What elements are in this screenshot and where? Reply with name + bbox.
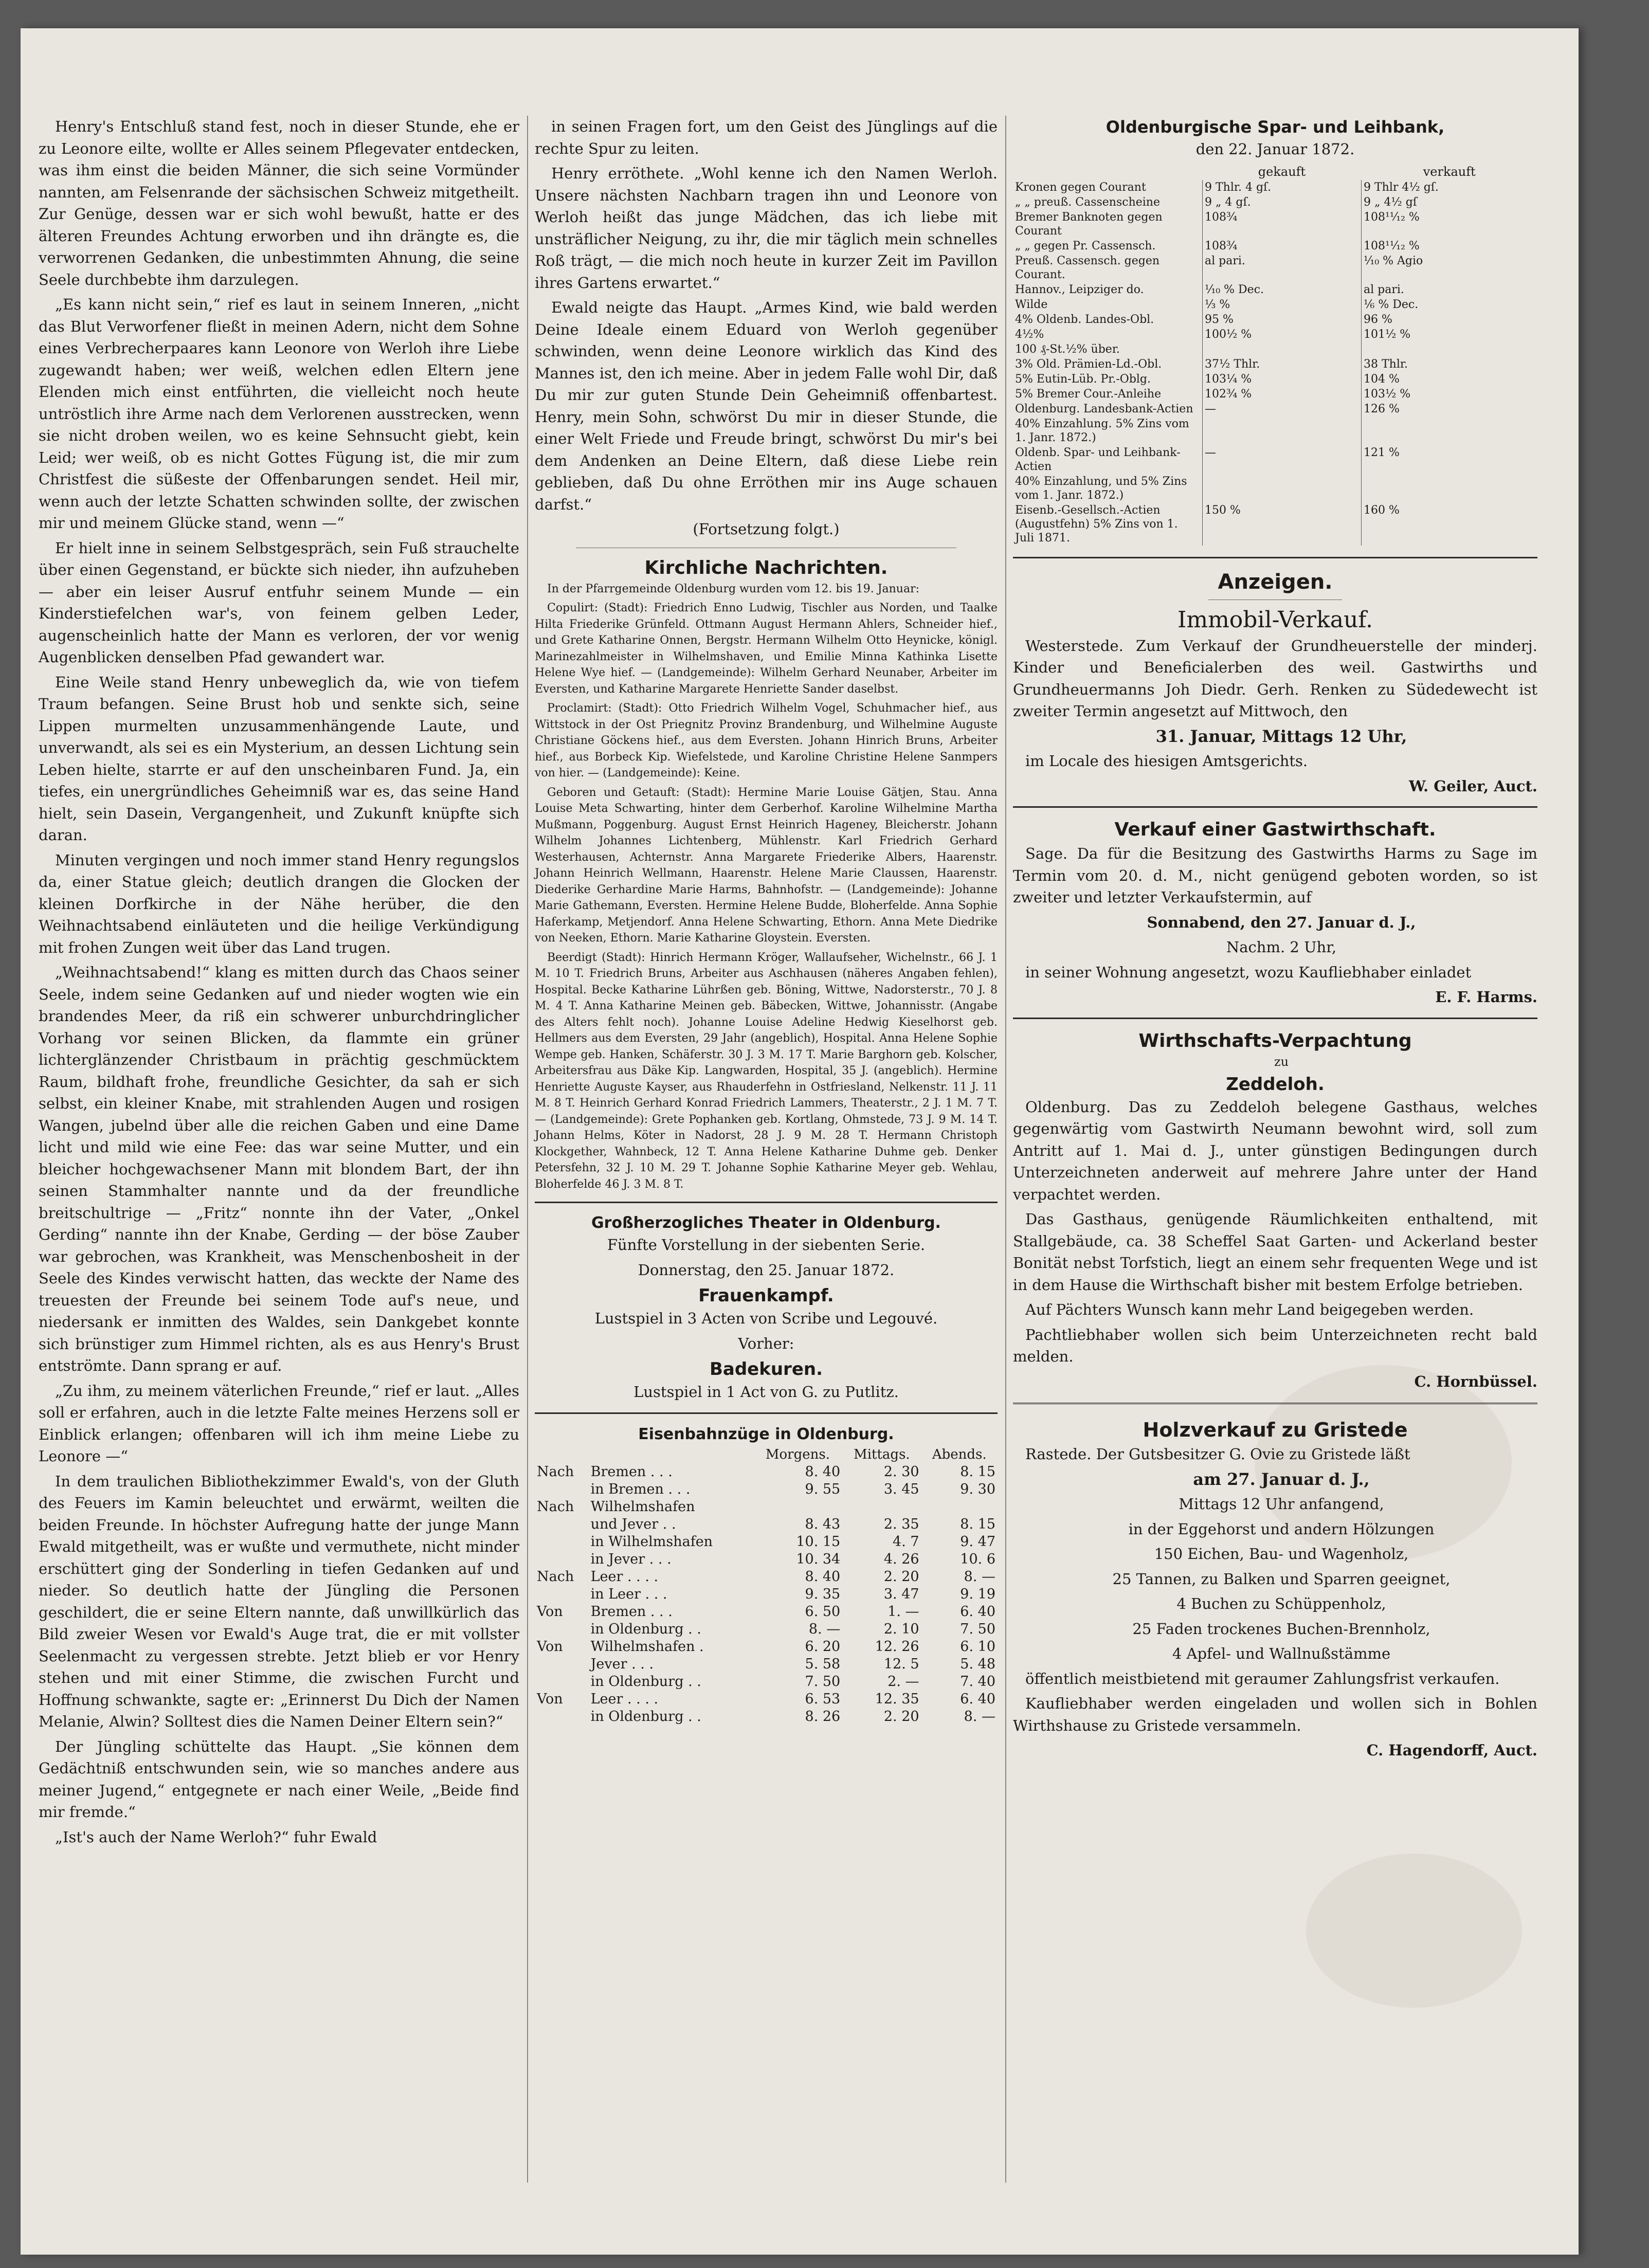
section-divider	[535, 1202, 998, 1203]
rates-body	[1013, 180, 1537, 546]
rates-row	[1013, 282, 1537, 297]
rates-row-cell: 103½ %	[1364, 387, 1411, 401]
rates-row-cell: 121 %	[1364, 446, 1400, 459]
timetable-row-cell: Wilhelmshafen .	[590, 1638, 704, 1655]
rates-row-cell: „ „ gegen Pr. Cassensch.	[1013, 239, 1203, 253]
rates-header: verkauft	[1423, 164, 1476, 179]
timetable-row-cell: 2. 30	[883, 1463, 919, 1480]
timetable-row-cell: 5. 58	[805, 1656, 841, 1672]
railway-title: Eisenbahnzüge in Oldenburg.	[638, 1425, 894, 1443]
ad-title: Holzverkauf zu Gristede	[1143, 1419, 1408, 1441]
rates-row	[1013, 327, 1537, 342]
ad-zu: zu	[1274, 1054, 1289, 1069]
theater-play-title: Frauenkampf.	[698, 1285, 834, 1306]
rates-row-cell: Kronen gegen Courant	[1013, 180, 1203, 195]
timetable-row-cell: 2. —	[887, 1673, 919, 1690]
timetable-row-cell: in Oldenburg . .	[590, 1673, 701, 1690]
timetable-row-cell: Leer . . . .	[590, 1691, 659, 1707]
section-divider	[1013, 806, 1537, 808]
railway-timetable	[535, 1446, 998, 1726]
rates-row-cell: —	[1203, 402, 1362, 416]
rates-row	[1013, 342, 1537, 357]
rates-row-cell: 101½ %	[1364, 328, 1411, 341]
story-paragraph: Minuten vergingen und noch immer stand Henry regungslos da, einer Statue gleich; deutlich drangen die Glocken der kleinen Dorfkirche in der Nähe herüber, die den Weihnachtsabend einläuteten und die heilige Verkündigung mit frohen Zungen weit über das Land trugen.	[39, 851, 519, 956]
ad-signature: C. Hagendorff, Auct.	[1366, 1741, 1537, 1759]
story-paragraph: Eine Weile stand Henry unbeweglich da, wie von tiefem Traum befangen. Seine Brust hob und senkte sich, seine Lippen murmelten unzusammenhängende Laute, und unverwandt, als sei es ein Mysterium, an dessen Lichtung sein Leben hielte, starrte er auf den unscheinbaren Fund. Ja, ein tiefes, ein unergründliches Geheimniß war es, das seine Hand hielt, sein Dasein, Vergangenheit, und Zukunft knüpfte sich daran.	[39, 673, 519, 844]
rates-row-cell: 102¾ %	[1203, 387, 1362, 402]
ad-body: Kaufliebhaber werden eingeladen und wollen sich in Bohlen Wirthshause zu Gristede versammeln.	[1013, 1695, 1537, 1734]
rates-row-cell: Hannov., Leipziger do.	[1013, 282, 1203, 297]
timetable-row-cell: 12. 5	[883, 1656, 919, 1672]
section-divider	[535, 1412, 998, 1414]
column-rule	[1005, 116, 1006, 2183]
timetable-row-cell: 10. 15	[796, 1533, 841, 1550]
theater-line: Fünfte Vorstellung in der siebenten Serie.	[607, 1236, 926, 1254]
continued-note: (Fortsetzung folgt.)	[693, 520, 840, 538]
church-news-title: Kirchliche Nachrichten.	[644, 557, 888, 578]
ad-date: 31. Januar, Mittags 12 Uhr,	[1155, 726, 1407, 746]
timetable-row-cell: Bremen . . .	[590, 1603, 673, 1620]
story-paragraph: „Ist's auch der Name Werloh?“ fuhr Ewald	[55, 1828, 377, 1846]
theater-title: Großherzogliches Theater in Oldenburg.	[591, 1214, 941, 1232]
story-paragraph: Der Jüngling schüttelte das Haupt. „Sie können dem Gedächtniß entschwunden sein, wie so manches andere aus meiner Jugend,“ entgegnete er nach einer Weile, „Beide find mir fremde.“	[39, 1737, 519, 1821]
timetable-row-cell	[535, 1516, 589, 1533]
rates-row-cell	[1362, 416, 1538, 445]
timetable-row-cell: in Bremen . . .	[590, 1481, 691, 1497]
church-paragraph: In der Pfarrgemeinde Oldenburg wurden vom 12. bis 19. Januar:	[547, 582, 920, 595]
timetable-row-cell: 10. 6	[960, 1551, 995, 1567]
ad-line: 25 Tannen, zu Balken und Sparren geeignet,	[1112, 1570, 1451, 1588]
rates-row-cell: 37½ Thlr.	[1203, 357, 1362, 372]
timetable-row-cell: 6. 20	[805, 1638, 841, 1655]
timetable-row	[535, 1533, 998, 1551]
rates-row-cell: ⅓ %	[1203, 297, 1362, 312]
section-divider	[1013, 557, 1537, 558]
rates-row-cell: 4½%	[1013, 327, 1203, 342]
timetable-row-cell: in Oldenburg . .	[590, 1708, 701, 1725]
timetable-row-cell	[535, 1586, 589, 1603]
timetable-row-cell: 3. 47	[883, 1586, 919, 1602]
timetable-row-cell: 7. 40	[960, 1673, 995, 1690]
paper-stain	[1306, 1854, 1522, 2008]
rates-row-cell: al pari.	[1203, 253, 1362, 282]
timetable-row-cell: 9. 47	[960, 1533, 995, 1550]
rates-row	[1013, 474, 1537, 503]
theater-date: Donnerstag, den 25. Januar 1872.	[638, 1261, 895, 1279]
rates-header: gekauft	[1258, 164, 1306, 179]
rates-row-cell: „ „ preuß. Cassenscheine	[1013, 195, 1203, 210]
rates-row-cell: 108¹¹⁄₁₂ %	[1364, 239, 1420, 252]
rates-row-cell: ⅙ % Dec.	[1364, 298, 1419, 311]
timetable-row-cell: 1. —	[887, 1603, 919, 1620]
ad-line: in der Eggehorst und andern Hölzungen	[1128, 1520, 1435, 1538]
theater-play-title: Badekuren.	[709, 1359, 823, 1380]
story-paragraph: Henry erröthete. „Wohl kenne ich den Namen Werloh. Unsere nächsten Nachbarn tragen ihn und Leonore von Werloh heißt das junge Mädchen, das ich liebe mit unsträflicher Neigung, zu ihr, die mir täglich mein schnelles Roß trägt, — die mich noch heute in kurzer Zeit im Pavillon ihres Gartens erwartet.“	[535, 165, 998, 292]
theater-play-info: Lustspiel in 3 Acten von Scribe und Legouvé.	[594, 1310, 938, 1327]
rates-row-cell	[1203, 342, 1362, 357]
timetable-row-cell: 6. 10	[960, 1638, 995, 1655]
timetable-row	[535, 1481, 998, 1498]
timetable-row-cell	[535, 1533, 589, 1551]
rates-row	[1013, 402, 1537, 416]
ad-body: Rastede. Der Gutsbesitzer G. Ovie zu Gristede läßt	[1025, 1445, 1410, 1463]
section-divider	[1013, 1403, 1537, 1406]
timetable-row-cell: 3. 45	[883, 1481, 919, 1497]
timetable-row-cell: 9. 35	[805, 1586, 841, 1602]
timetable-row	[535, 1516, 998, 1533]
timetable-row-cell: 12. 26	[875, 1638, 919, 1655]
timetable-header: Morgens.	[765, 1446, 830, 1462]
ad-body: Pachtliebhaber wollen sich beim Unterzeichneten recht bald melden.	[1013, 1326, 1537, 1365]
section-divider	[1013, 1018, 1537, 1019]
rates-row-cell: al pari.	[1364, 283, 1404, 296]
timetable-row-cell: 2. 35	[883, 1516, 919, 1532]
timetable-row-cell	[753, 1498, 843, 1516]
rates-row-cell: 5% Bremer Cour.-Anleihe	[1013, 387, 1203, 402]
ad-signature: E. F. Harms.	[1435, 988, 1537, 1006]
timetable-row	[535, 1568, 998, 1586]
ad-title: Immobil-Verkauf.	[1177, 606, 1373, 633]
rates-row-cell: 95 %	[1203, 312, 1362, 327]
ad-place: im Locale des hiesigen Amtsgerichts.	[1025, 752, 1308, 770]
timetable-row	[535, 1586, 998, 1603]
timetable-row-cell: Von	[537, 1638, 563, 1655]
timetable-row-cell: 6. 53	[805, 1691, 841, 1707]
timetable-row-cell: 8. —	[964, 1708, 995, 1725]
column-rule	[527, 116, 528, 2183]
rates-row-cell: 5% Eutin-Lüb. Pr.-Oblg.	[1013, 372, 1203, 387]
timetable-row-cell: 8. 43	[805, 1516, 841, 1532]
rates-row-cell: 108¾	[1203, 210, 1362, 239]
story-paragraph: in seinen Fragen fort, um den Geist des Jünglings auf die rechte Spur zu leiten.	[535, 118, 998, 157]
timetable-row-cell: in Leer . . .	[590, 1586, 667, 1602]
rates-row-cell: 9 „ 4½ gſ	[1364, 195, 1417, 209]
timetable-row	[535, 1463, 998, 1481]
timetable-row-cell: 8. 40	[805, 1463, 841, 1480]
rates-row	[1013, 239, 1537, 253]
rates-row-cell	[1362, 342, 1538, 357]
timetable-row-cell: 8. 40	[805, 1568, 841, 1585]
timetable-row-cell: und Jever . .	[590, 1516, 676, 1532]
rates-row	[1013, 297, 1537, 312]
ad-holzverkauf	[1013, 1417, 1537, 1762]
rates-row	[1013, 180, 1537, 195]
timetable-row-cell: 9. 19	[960, 1586, 995, 1602]
rates-row-cell: Oldenb. Spar- und Leihbank-Actien	[1013, 445, 1203, 474]
timetable-row-cell: in Wilhelmshafen	[590, 1533, 713, 1550]
timetable-row-cell: 2. 20	[883, 1708, 919, 1725]
bank-date: den 22. Januar 1872.	[1195, 140, 1355, 158]
bank-title: Oldenburgische Spar- und Leihbank,	[1106, 117, 1445, 137]
rates-row-cell: ⅒ % Agio	[1364, 254, 1423, 267]
rates-row-cell: 108¾	[1203, 239, 1362, 253]
rates-row-cell: 9 „ 4 gſ.	[1203, 195, 1362, 210]
rates-row-cell: ⅒ % Dec.	[1203, 282, 1362, 297]
story-paragraph: „Weihnachtsabend!“ klang es mitten durch das Chaos seiner Seele, indem seine Gedanken auf und nieder wogten wie ein brandendes Meer, da riß ein schwerer unburchdringlicher Vorhang vor seinen Blicken, da flammte ein grüner lichterglänzender Christbaum in prächtig geschmücktem Raum, bildhaft frohe, freundliche Gesichter, da sah er sich selbst, ein kleiner Knabe, mit strahlenden Augen und rosigen Wangen, jubelnd über alle die reichen Gaben und eine Dame licht und mild wie eine Fee: das war seine Mutter, und ein bleicher hochgewachsener Mann mit blondem Bart, der ihn seinen Stammhalter nannte und da der freundliche breitschultrige — „Fritz“ nonnte ihn der Vater, „Onkel Gerding“ nannte ihn der Knabe, Gerding — der böse Zauber war gebrochen, was Krankheit, was Menschenbosheit in der Seele des Kindes verwischt hatten, das weckte der Name des treuesten der Freunde bei seinem Tode auf's neue, und niedersank er inmitten des Waldes, sein Dankgebet konnte sich brünstiger zum Himmel richten, als es aus Henry's Brust entströmte. Dann sprang er auf.	[39, 964, 519, 1374]
rates-row-cell	[1203, 416, 1362, 445]
rates-row-cell: 108¹¹⁄₁₂ %	[1364, 210, 1420, 224]
timetable-row	[535, 1656, 998, 1673]
timetable-row	[535, 1621, 998, 1638]
timetable-row	[535, 1603, 998, 1621]
timetable-header: Abends.	[932, 1446, 987, 1462]
timetable-row-cell: 6. 50	[805, 1603, 841, 1620]
rates-row	[1013, 503, 1537, 546]
newspaper-page	[21, 28, 1579, 2255]
theater-before: Vorher:	[738, 1334, 794, 1352]
timetable-row	[535, 1498, 998, 1516]
ad-signature: W. Geiler, Auct.	[1408, 777, 1537, 795]
rates-row-cell: 9 Thlr 4½ gſ.	[1364, 180, 1439, 194]
timetable-row-cell: Bremen . . .	[590, 1463, 673, 1480]
rates-row-cell: 40% Einzahlung, und 5% Zins vom 1. Janr. 1872.)	[1013, 474, 1203, 503]
timetable-row-cell: 2. 20	[883, 1568, 919, 1585]
rates-row-cell: 96 %	[1364, 313, 1392, 326]
timetable-row-cell	[842, 1498, 921, 1516]
story-paragraph: Henry's Entschluß stand fest, noch in dieser Stunde, ehe er zu Leonore eilte, wollte er Alles seinem Pflegevater entdecken, was ihm einst die beiden Männer, die sich seine Vormünder nannten, am Felsenrande der sächsischen Schweiz mitgetheilt. Zur Genüge, dessen war er sich wohl bewußt, hatte er des älteren Freundes Achtung erworben und ihn drängte es, die verworrenen Gedanken, die unbestimmten Ahnung, die seine Seele durchbebte ihm darzulegen.	[39, 118, 519, 288]
story-paragraph: „Zu ihm, zu meinem väterlichen Freunde,“ rief er laut. „Alles soll er erfahren, auch in die letzte Falte meines Herzens soll er Einblick erlangen; offenbaren will ich ihm meine Liebe zu Leonore —“	[39, 1382, 519, 1465]
ad-body: Westerstede. Zum Verkauf der Grundheuerstelle der minderj. Kinder und Beneficialerben des weil. Gastwirths und Grundheuermanns Joh Diedr. Gerh. Renken zu Südedewecht ist zweiter Termin angesetzt auf Mittwoch, den	[1013, 637, 1537, 720]
timetable-row-cell	[535, 1656, 589, 1673]
timetable-row-cell: 2. 10	[883, 1621, 919, 1637]
ad-line: 150 Eichen, Bau- und Wagenholz,	[1154, 1545, 1409, 1563]
rates-row-cell: Oldenburg. Landesbank-Actien	[1013, 402, 1203, 416]
rates-row	[1013, 195, 1537, 210]
rates-row-cell: 150 %	[1203, 503, 1362, 546]
rates-row-cell: 40% Einzahlung. 5% Zins vom 1. Janr. 1872.)	[1013, 416, 1203, 445]
story-paragraph: „Es kann nicht sein,“ rief es laut in seinem Inneren, „nicht das Blut Verworfener fließt in meinen Adern, nicht dem Sohne eines Verbrecherpaares kann Leonore von Werloh ihre Liebe zugewandt haben; wer weiß, welchen edlen Eltern jene Elenden mich einst entführten, die vielleicht noch heute untröstlich ihre Arme nach dem Verlorenen ausstrecken, wenn sie nicht droben weilen, wo es keine Sehnsucht giebt, kein Leid; wer weiß, ob es nicht Gottes Fügung ist, die mir zum Christfest die süßeste der Offenbarungen sendet. Heil mir, wenn auch der letzte Schatten schwinden sollte, der zwischen mir und meinem Glücke stand, wenn —“	[39, 296, 519, 532]
timetable-row-cell: 8. —	[964, 1568, 995, 1585]
ad-place: in seiner Wohnung angesetzt, wozu Kaufliebhaber einladet	[1025, 963, 1472, 981]
timetable-row	[535, 1691, 998, 1708]
church-paragraph: Proclamirt: (Stadt): Otto Friedrich Wilhelm Vogel, Schuhmacher hief., aus Wittstock in der Ost Priegnitz Provinz Brandenburg, und Wilhelmine Auguste Christiane Göckens hief., aus dem Eversten. Johann Hinrich Bruns, Arbeiter hief., aus Borbeck Kip. Wiefelstede, und Karoline Christine Helene Sanmpers von hier. — (Landgemeinde): Keine.	[535, 702, 998, 779]
story-column-2	[535, 116, 998, 1726]
timetable-row-cell	[535, 1708, 589, 1726]
timetable-row-cell: 12. 35	[875, 1691, 919, 1707]
ad-signature: C. Hornbüssel.	[1414, 1372, 1537, 1390]
exchange-rates-table	[1013, 164, 1537, 546]
ad-place-title: Zeddeloh.	[1226, 1074, 1325, 1095]
story-paragraph: In dem traulichen Bibliothekzimmer Ewald's, von der Gluth des Feuers im Kamin beleuchtet und erwärmt, weilten die beiden Freunde. In höchster Aufregung hatte der junge Mann Ewald mitgetheilt, was er wußte und vermuthete, nicht minder erschüttert ging der Sonderling in tiefen Gedanken auf und nieder. So deutlich hatte der Jüngling die Personen geschildert, die er seine Eltern nannte, daß unwillkürlich das Bild zweier Wesen vor Ewald's Auge trat, die er mit vollster Seelenmacht zu vergessen strebte. Jetzt blieb er vor Henry stehen und mit einer Stimme, die zwischen Furcht und Hoffnung schwankte, sagte er: „Erinnerst Du Dich der Namen Melanie, Alwin? Solltest dies die Namen Deiner Eltern sein?“	[39, 1472, 519, 1730]
rates-row	[1013, 312, 1537, 327]
ad-verpachtung	[1013, 1028, 1537, 1393]
timetable-header	[535, 1446, 589, 1463]
timetable-row-cell: 8. 26	[805, 1708, 841, 1725]
church-paragraph: Beerdigt (Stadt): Hinrich Hermann Kröger, Wallaufseher, Wichelnstr., 66 J. 1 M. 10 T. Friedrich Bruns, Arbeiter aus Aschhausen (näheres Angaben fehlen), Hospital. Becke Katharine Lührßen geb. Böning, Wittwe, Nadorsterstr., 70 J. 8 M. 4 T. Anna Katharine Meinen geb. Bäbecken, Wittwe, Johannisstr. (Angabe des Alters fehlt noch). Johanne Louise Adeline Hedwig Kieselhorst geb. Hellmers aus dem Eversten, 29 Jahr (angeblich), Hospital. Anna Helene Sophie Wempe geb. Hanken, Schäferstr. 30 J. 3 M. 17 T. Marie Barghorn geb. Kolscher, Arbeitersfrau aus Däke Kip. Langwarden, Hospital, 35 J. (angeblich). Hermine Henriette Auguste Kayser, aus Rhauderfehn in Ostfriesland, Nelkenstr. 11 J. 11 M. 8 T. Heinrich Gerhard Konrad Friedrich Lammers, Theaterstr., 2 J. 1 M. 7 T. — (Landgemeinde): Grete Pophanken geb. Kortlang, Ohmstede, 73 J. 9 M. 14 T. Johann Helms, Köter in Nadorst, 28 J. 9 M. 28 T. Hermann Christoph Klockgether, Wahnbeck, 12 T. Anna Helene Katharine Duhme geb. Denker Petersfehn, 32 J. 10 M. 29 T. Johanne Sophie Katharine Meyer geb. Wehlau, Bloherfelde 46 J. 3 M. 8 T.	[535, 951, 998, 1191]
rates-row-cell: 100½ %	[1203, 327, 1362, 342]
rates-row	[1013, 372, 1537, 387]
timetable-row-cell: Wilhelmshafen	[590, 1498, 695, 1515]
theater-play-info: Lustspiel in 1 Act von G. zu Putlitz.	[633, 1383, 899, 1401]
rates-row-cell: 9 Thlr. 4 gſ.	[1203, 180, 1362, 195]
timetable-row-cell: Leer . . . .	[590, 1568, 659, 1585]
story-paragraph: Ewald neigte das Haupt. „Armes Kind, wie bald werden Deine Ideale einem Eduard von Werloh gegenüber schwinden, wenn deine Leonore wirklich das Kind des Mannes ist, den ich meine. Aber in jedem Falle wohl Dir, daß Du mir zur guten Stunde Dein Geheimniß offenbartest. Henry, mein Sohn, schwörst Du mir in dieser Stunde, die einer Welt Friede und Freude bringt, schwörst Du mir's bei dem Andenken an Deine Eltern, daß diese Liebe rein geblieben, daß Du ohne Erröthen mir ins Auge schauen darfst.“	[535, 299, 998, 513]
timetable-row-cell: in Jever . . .	[590, 1551, 672, 1567]
story-column-1	[39, 116, 519, 1851]
timetable-row-cell: 8. —	[808, 1621, 841, 1637]
timetable-row-cell: Von	[537, 1603, 563, 1620]
church-paragraph: Geboren und Getauft: (Stadt): Hermine Marie Louise Gätjen, Stau. Anna Louise Meta Schwarting, hinter dem Gerberhof. Karoline Wilhelmine Martha Mußmann, Poggenburg. August Ernst Heinrich Hageney, Bleicherstr. Johann Wilhelm Johannes Lichtenberg, Mühlenstr. Karl Friedrich Gerhard Westerhausen, Achternstr. Anna Margarete Friederike Albers, Haarenstr. Johann Heinrich Wellmann, Haarenstr. Helene Marie Claussen, Haarenstr. Diederike Gerhardine Marie Harms, Bahnhofstr. — (Landgemeinde): Johanne Marie Gathemann, Eversten. Hermine Helene Budde, Bloherfelde. Anna Sophie Haferkamp, Metjendorf. Anna Helene Schwarting, Ethorn. Anna Mete Diedrike von Neeken, Ethorn. Marie Katharine Gloystein. Eversten.	[535, 786, 998, 945]
ad-body: Das Gasthaus, genügende Räumlichkeiten enthaltend, mit Stallgebäude, ca. 38 Scheffel Saat Garten- und Ackerland bester Bonität nebst Torfstich, liegt an einem sehr frequenten Wege und ist in dem Hause die Wirthschaft bisher mit bestem Erfolge betrieben.	[1013, 1210, 1537, 1294]
timetable-row-cell: 8. 15	[960, 1516, 995, 1532]
rates-row	[1013, 387, 1537, 402]
timetable-row-cell: 4. 26	[883, 1551, 919, 1567]
ad-body: Sage. Da für die Besitzung des Gastwirths Harms zu Sage im Termin vom 20. d. M., nicht genügend geboten worden, so ist zweiter und letzter Verkaufstermin, auf	[1013, 845, 1537, 906]
rates-row-cell: 3% Old. Prämien-Ld.-Obl.	[1013, 357, 1203, 372]
ad-immobil-verkauf	[1013, 605, 1537, 797]
timetable-row-cell: Jever . . .	[590, 1656, 654, 1672]
ad-title: Verkauf einer Gastwirthschaft.	[1114, 819, 1436, 840]
rates-row-cell: Bremer Banknoten gegen Courant	[1013, 210, 1203, 239]
rates-row	[1013, 210, 1537, 239]
timetable-row-cell: 8. 15	[960, 1463, 995, 1480]
rates-row	[1013, 357, 1537, 372]
timetable-row-cell: Nach	[537, 1568, 574, 1585]
timetable-row	[535, 1551, 998, 1568]
rates-row-cell: 103¼ %	[1203, 372, 1362, 387]
ad-body: Oldenburg. Das zu Zeddeloh belegene Gasthaus, welches gegenwärtig vom Gastwirth Neumann bewohnt wird, soll zum Antritt auf 1. Mai d. J., unter günstigen Bedingungen durch Unterzeichneten anderweit auf mehrere Jahre unter der Hand verpachtet werden.	[1013, 1098, 1537, 1203]
timetable-row-cell: 9. 55	[805, 1481, 841, 1497]
timetable-header-row	[535, 1446, 998, 1463]
ad-time: Nachm. 2 Uhr,	[1226, 938, 1337, 956]
timetable-row-cell: in Oldenburg . .	[590, 1621, 701, 1637]
timetable-row-cell: 10. 34	[796, 1551, 841, 1567]
ads-heading: Anzeigen.	[1218, 570, 1333, 594]
timetable-row-cell	[535, 1621, 589, 1638]
rates-row-cell: 126 %	[1364, 402, 1400, 415]
timetable-row-cell	[535, 1551, 589, 1568]
rates-header	[1013, 164, 1203, 180]
ad-line: 4 Buchen zu Schüppenholz,	[1176, 1595, 1386, 1612]
rates-row-cell: 4% Oldenb. Landes-Obl.	[1013, 312, 1203, 327]
timetable-row-cell: 4. 7	[893, 1533, 919, 1550]
timetable-row-cell: 7. 50	[805, 1673, 841, 1690]
ad-title: Wirthschafts-Verpachtung	[1138, 1030, 1412, 1051]
rates-row	[1013, 445, 1537, 474]
timetable-row	[535, 1638, 998, 1656]
timetable-row-cell	[535, 1673, 589, 1691]
rates-row-cell: Wilde	[1013, 297, 1203, 312]
timetable-row	[535, 1673, 998, 1691]
timetable-row-cell: Von	[537, 1691, 563, 1707]
rates-row-cell	[1203, 474, 1362, 503]
timetable-row	[535, 1708, 998, 1726]
timetable-row-cell: 6. 40	[960, 1603, 995, 1620]
timetable-row-cell: Nach	[537, 1498, 574, 1515]
ad-body: öffentlich meistbietend mit geraumer Zahlungsfrist verkaufen.	[1025, 1670, 1500, 1688]
rates-row-cell: Preuß. Cassensch. gegen Courant.	[1013, 253, 1203, 282]
rates-row-cell	[1362, 474, 1538, 503]
timetable-header: Mittags.	[854, 1446, 910, 1462]
timetable-row-cell	[535, 1481, 589, 1498]
rates-row-cell: 38 Thlr.	[1364, 357, 1408, 371]
ad-line: 4 Apfel- und Wallnußstämme	[1172, 1645, 1391, 1662]
rates-row-cell: —	[1203, 445, 1362, 474]
timetable-row-cell: 5. 48	[960, 1656, 995, 1672]
timetable-row-cell: 6. 40	[960, 1691, 995, 1707]
ad-line: 25 Faden trockenes Buchen-Brennholz,	[1132, 1620, 1430, 1638]
ad-line: Mittags 12 Uhr anfangend,	[1179, 1495, 1384, 1513]
ad-body: Auf Pächters Wunsch kann mehr Land beigegeben werden.	[1025, 1301, 1474, 1318]
ads-column	[1013, 116, 1537, 1765]
timetable-header	[589, 1446, 753, 1463]
timetable-row-cell: 9. 30	[960, 1481, 995, 1497]
rates-header-row	[1013, 164, 1537, 180]
ad-date: am 27. Januar d. J.,	[1193, 1469, 1370, 1489]
rates-row-cell: 100 ₰-St.½% über.	[1013, 342, 1203, 357]
timetable-row-cell: 7. 50	[960, 1621, 995, 1637]
rates-row	[1013, 416, 1537, 445]
timetable-row-cell: Nach	[537, 1463, 574, 1480]
timetable-body	[535, 1463, 998, 1726]
ad-gastwirthschaft	[1013, 817, 1537, 1008]
rates-row-cell: Eisenb.-Gesellsch.-Actien (Augustfehn) 5% Zins von 1. Juli 1871.	[1013, 503, 1203, 546]
timetable-row-cell	[921, 1498, 998, 1516]
story-paragraph: Er hielt inne in seinem Selbstgespräch, sein Fuß strauchelte über einen Gegenstand, er bückte sich nieder, ihn aufzuheben — aber ein leiser Ausruf entfuhr seinem Munde — ein Kinderstiefelchen war's, von feinem gelben Leder, augenscheinlich hatte der Mann es verloren, der vor wenig Augenblicken denselben Pfad gewandert war.	[39, 539, 519, 666]
ad-date: Sonnabend, den 27. Januar d. J.,	[1147, 913, 1416, 931]
rates-row	[1013, 253, 1537, 282]
rates-row-cell: 104 %	[1364, 372, 1400, 386]
rates-row-cell: 160 %	[1364, 503, 1400, 517]
church-paragraph: Copulirt: (Stadt): Friedrich Enno Ludwig, Tischler aus Norden, und Taalke Hilta Friederike Grünfeld. Ottmann August Hermann Ahlers, Schneider hief., und Grete Katharine Onnen, Bergstr. Hermann Wilhelm Otto Heynicke, königl. Marinezahlmeister in Wilhelmshaven, und Emilie Minna Kathinka Lisette Helene Wye hief. — (Landgemeinde): Wilhelm Gerhard Neunaber, Arbeiter im Eversten, und Katharine Margarete Henriette Sander daselbst.	[535, 602, 998, 696]
